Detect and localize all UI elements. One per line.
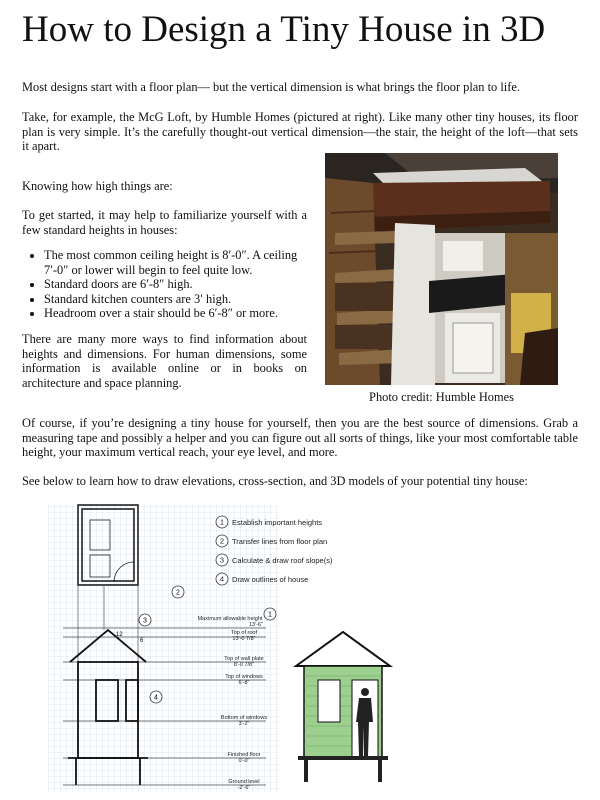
tiny-house-interior-photo [325,153,558,385]
height-value: 3'-2" [238,721,250,727]
elevation-diagram [48,500,548,792]
height-value: 0'-0" [238,758,250,764]
height-label: Bottom of windows [220,715,268,721]
svg-text:4: 4 [219,574,225,584]
svg-text:1: 1 [219,517,225,527]
height-label: Top of windows [225,674,263,680]
svg-text:2: 2 [219,536,225,546]
step-2 [216,535,327,547]
height-value: 13'-6" [248,622,264,628]
height-label: Top of roof [231,630,257,636]
callout-1 [264,608,276,620]
svg-text:Transfer lines from floor plan: Transfer lines from floor plan [232,537,328,546]
step-1 [216,516,322,528]
svg-text:3: 3 [143,617,147,625]
svg-text:Establish important heights: Establish important heights [232,518,323,527]
roof-rise-label: 6 [140,638,144,644]
height-value: 8'-0 7/8" [233,662,255,668]
svg-text:3: 3 [219,555,225,565]
page-title: How to Design a Tiny House in 3D [22,9,546,50]
svg-text:Calculate & draw roof slope(s): Calculate & draw roof slope(s) [232,556,333,565]
height-value: 13'-0 7/8" [232,636,256,642]
photo-caption: Photo credit: Humble Homes [369,390,514,404]
height-value: 6'-8" [238,680,250,686]
roof-pitch-label: 12 [116,632,123,638]
svg-text:4: 4 [154,694,158,702]
height-label: Maximum allowable height [197,616,263,622]
of-course-paragraph: Of course, if you’re designing a tiny house for yourself, then you are the best source of dimensions. Grab a measuring tape and possibly a helper and you can figure out all sorts of things, like your most comfortable table height, your maximum vertical reach, your eye level, and more. [22,416,578,460]
get-started-paragraph: To get started, it may help to familiarize yourself with a few standard heights in houses: [22,208,307,237]
knowing-heights-heading: Knowing how high things are: [22,179,173,193]
svg-text:2: 2 [176,589,180,597]
callout-2 [172,586,184,598]
see-below-paragraph: See below to learn how to draw elevations, cross-section, and 3D models of your potential tiny house: [22,474,528,488]
callout-3 [139,614,151,626]
height-label: Top of wall plate [224,656,264,662]
height-label: Finished floor [227,752,261,758]
svg-text:Draw outlines of house: Draw outlines of house [232,575,309,584]
example-paragraph: Take, for example, the McG Loft, by Humble Homes (pictured at right). Like many other tiny houses, its floor plan is very simple. It’s the carefully thought-out vertical dimension—the stair, the height of the loft—that sets it apart. [22,110,578,154]
more-ways-paragraph: There are many more ways to find information about heights and dimensions. For human dimensions, some information is available online or in books on architecture and space planning. [22,332,307,390]
callout-4 [150,691,162,703]
rendered-house-elevation [296,632,390,782]
step-3 [216,554,333,566]
list-item: • The most common ceiling height is 8′-0″. A ceiling 7′-0″ or lower will begin to feel quite low. [44,248,307,277]
standard-heights-list [22,248,307,321]
height-value: -2'-6" [237,785,251,791]
height-label: Ground level [228,779,260,785]
intro-paragraph: Most designs start with a floor plan— but the vertical dimension is what brings the floor plan to life. [22,80,520,94]
list-item: • Standard kitchen counters are 3′ high. [44,292,307,307]
list-item: • Standard doors are 6′-8″ high. [44,277,307,292]
svg-text:1: 1 [268,611,272,619]
list-item: • Headroom over a stair should be 6′-8″ or more. [44,306,307,321]
